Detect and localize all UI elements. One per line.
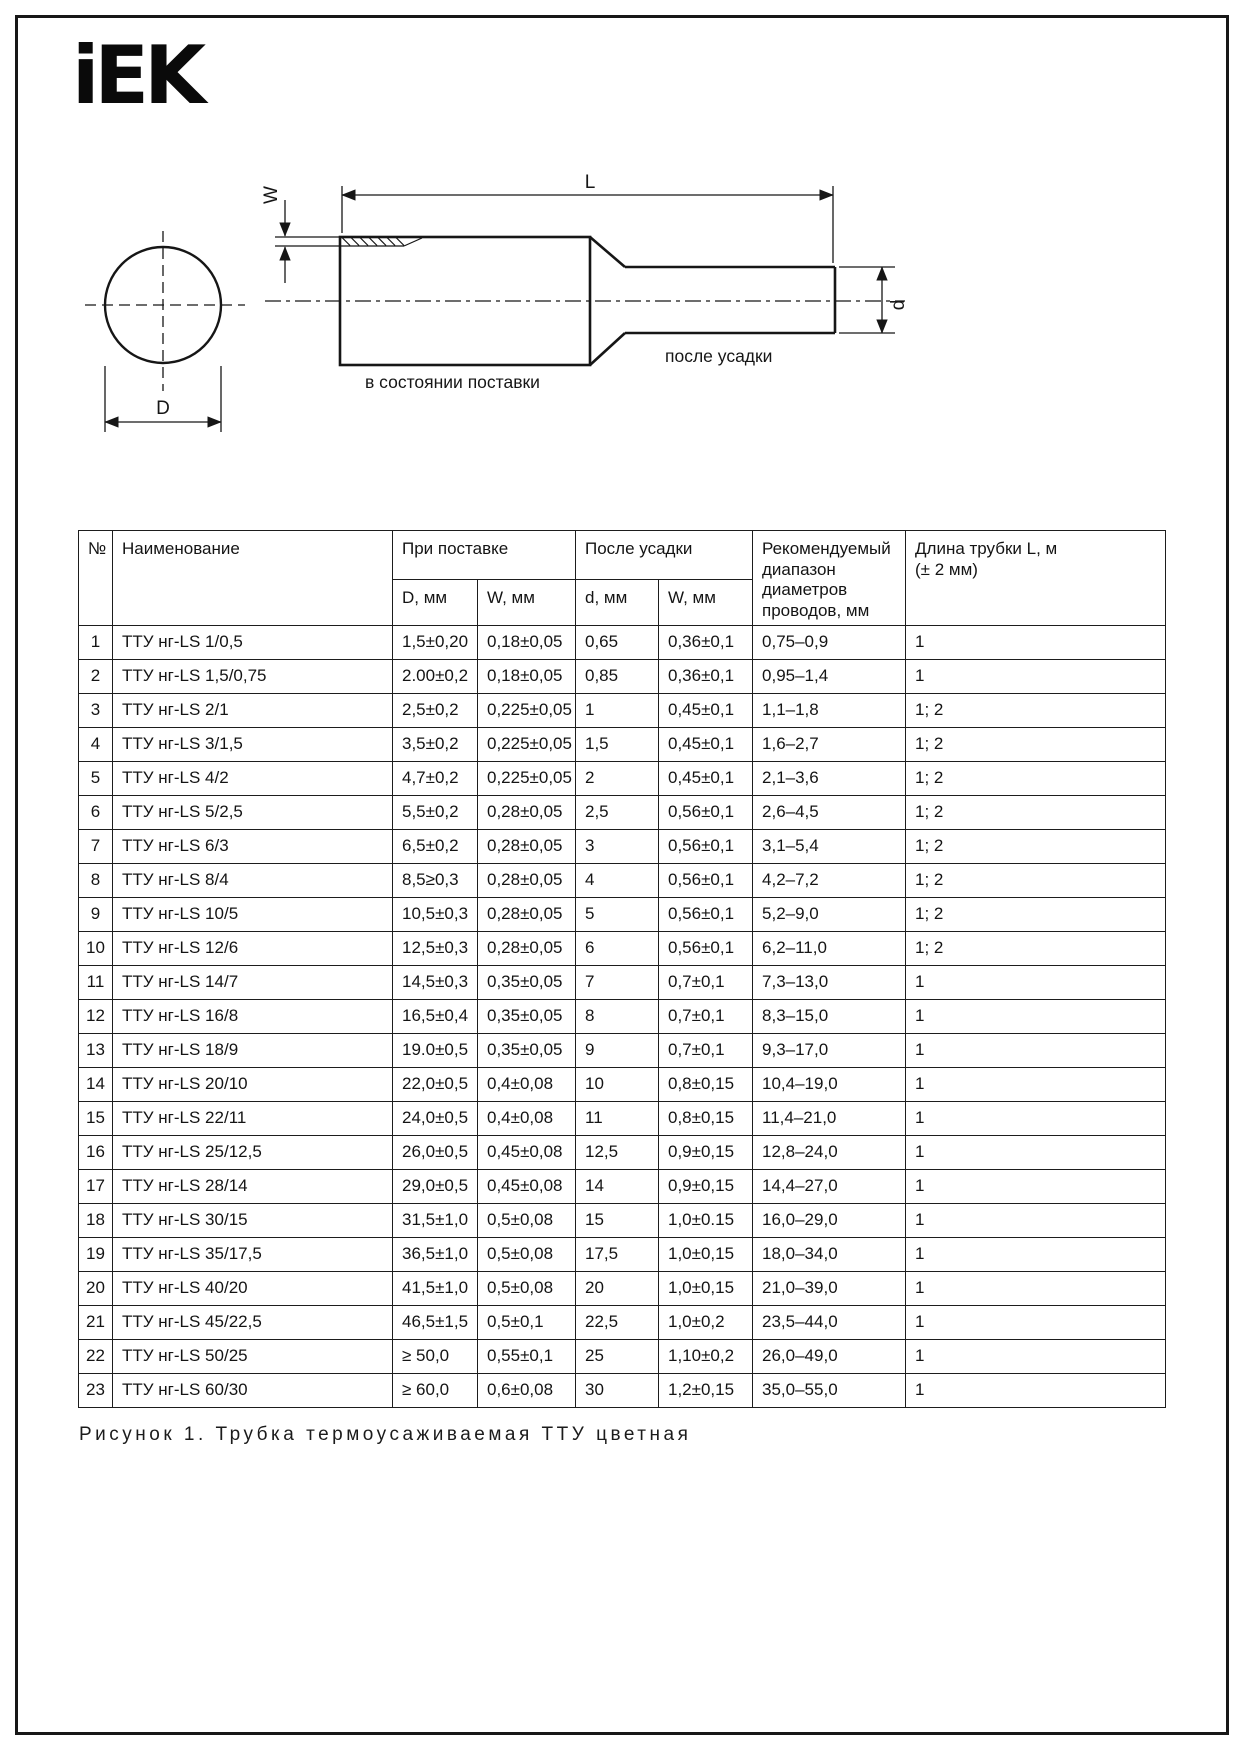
table-row (79, 727, 1166, 761)
table-cell: 1 (906, 1305, 1166, 1339)
table-cell: 0,65 (576, 625, 659, 659)
table-cell: 1,0±0,2 (659, 1305, 753, 1339)
col-header-tube-length-line2: (± 2 мм) (915, 559, 978, 579)
table-cell: 10 (576, 1067, 659, 1101)
dimension-W-label: W (261, 186, 282, 204)
iek-logo: iEK (72, 29, 202, 122)
table-cell: 1,2±0,15 (659, 1373, 753, 1407)
table-cell: 19.0±0,5 (393, 1033, 478, 1067)
table-row (79, 1305, 1166, 1339)
table-cell: 6,5±0,2 (393, 829, 478, 863)
table-row (79, 1033, 1166, 1067)
row-number-cell: 19 (79, 1237, 113, 1271)
row-number-cell: 6 (79, 795, 113, 829)
table-cell: 0,6±0,08 (478, 1373, 576, 1407)
table-cell: 0,5±0,08 (478, 1271, 576, 1305)
table-cell: 2.00±0,2 (393, 659, 478, 693)
row-number-cell: 3 (79, 693, 113, 727)
table-row (79, 659, 1166, 693)
table-cell: 0,4±0,08 (478, 1101, 576, 1135)
table-cell: 14,4–27,0 (753, 1169, 906, 1203)
table-cell: 12,8–24,0 (753, 1135, 906, 1169)
row-number-cell: 22 (79, 1339, 113, 1373)
table-cell: 10,5±0,3 (393, 897, 478, 931)
table-cell: 4,7±0,2 (393, 761, 478, 795)
table-cell: ТТУ нг-LS 5/2,5 (113, 795, 393, 829)
table-cell: 0,45±0,08 (478, 1169, 576, 1203)
table-cell: 1,10±0,2 (659, 1339, 753, 1373)
table-cell: 10,4–19,0 (753, 1067, 906, 1101)
table-cell: ≥ 60,0 (393, 1373, 478, 1407)
table-cell: 1 (906, 625, 1166, 659)
table-cell: 0,7±0,1 (659, 999, 753, 1033)
table-cell: 4,2–7,2 (753, 863, 906, 897)
table-cell: ТТУ нг-LS 1/0,5 (113, 625, 393, 659)
col-group-delivery: При поставке (393, 531, 576, 580)
table-cell: 35,0–55,0 (753, 1373, 906, 1407)
table-cell: 2,5±0,2 (393, 693, 478, 727)
table-row (79, 1135, 1166, 1169)
row-number-cell: 14 (79, 1067, 113, 1101)
figure-caption: Рисунок 1. Трубка термоусаживаемая ТТУ цветная (79, 1424, 692, 1445)
table-cell: ТТУ нг-LS 2/1 (113, 693, 393, 727)
table-cell: 5,2–9,0 (753, 897, 906, 931)
table-cell: 1 (906, 1339, 1166, 1373)
table-cell: 22,5 (576, 1305, 659, 1339)
row-number-cell: 11 (79, 965, 113, 999)
table-cell: 0,56±0,1 (659, 795, 753, 829)
col-header-tube-length-line1: Длина трубки L, м (915, 539, 1058, 558)
label-after-shrink: после усадки (665, 346, 773, 366)
table-cell: 8,3–15,0 (753, 999, 906, 1033)
table-cell: 1 (906, 1135, 1166, 1169)
table-cell: 1; 2 (906, 693, 1166, 727)
col-header-d-mm: d, мм (576, 579, 659, 625)
table-cell: ТТУ нг-LS 40/20 (113, 1271, 393, 1305)
table-cell: 0,36±0,1 (659, 659, 753, 693)
table-row (79, 1169, 1166, 1203)
table-cell: 1,5±0,20 (393, 625, 478, 659)
row-number-cell: 9 (79, 897, 113, 931)
table-cell: 16,0–29,0 (753, 1203, 906, 1237)
dimension-D-label: D (156, 398, 170, 419)
row-number-cell: 4 (79, 727, 113, 761)
table-cell: 17,5 (576, 1237, 659, 1271)
table-cell: 1 (906, 1169, 1166, 1203)
row-number-cell: 12 (79, 999, 113, 1033)
table-cell: 31,5±1,0 (393, 1203, 478, 1237)
table-cell: 7 (576, 965, 659, 999)
table-cell: 22,0±0,5 (393, 1067, 478, 1101)
col-header-wire-range: Рекомендуемый диапазон диаметров проводов, мм (753, 531, 906, 626)
table-cell: ТТУ нг-LS 6/3 (113, 829, 393, 863)
table-cell: 0,5±0,1 (478, 1305, 576, 1339)
table-cell: 0,56±0,1 (659, 897, 753, 931)
row-number-cell: 23 (79, 1373, 113, 1407)
table-cell: 0,35±0,05 (478, 965, 576, 999)
table-cell: 26,0±0,5 (393, 1135, 478, 1169)
table-cell: 3,1–5,4 (753, 829, 906, 863)
table-cell: 12,5±0,3 (393, 931, 478, 965)
table-row (79, 795, 1166, 829)
table-cell: 1,6–2,7 (753, 727, 906, 761)
table-cell: 1; 2 (906, 727, 1166, 761)
table-cell: 0,225±0,05 (478, 727, 576, 761)
table-cell: 1 (906, 999, 1166, 1033)
table-cell: 9,3–17,0 (753, 1033, 906, 1067)
table-cell: ТТУ нг-LS 50/25 (113, 1339, 393, 1373)
table-cell: 16,5±0,4 (393, 999, 478, 1033)
table-cell: 1 (576, 693, 659, 727)
table-cell: 0,85 (576, 659, 659, 693)
table-cell: 0,75–0,9 (753, 625, 906, 659)
table-cell: 0,18±0,05 (478, 625, 576, 659)
table-cell: 4 (576, 863, 659, 897)
row-number-cell: 15 (79, 1101, 113, 1135)
table-cell: 1; 2 (906, 761, 1166, 795)
table-cell: 0,56±0,1 (659, 829, 753, 863)
table-cell: 3,5±0,2 (393, 727, 478, 761)
dimension-L-label: L (584, 172, 596, 193)
row-number-cell: 17 (79, 1169, 113, 1203)
table-cell: 21,0–39,0 (753, 1271, 906, 1305)
table-cell: 18,0–34,0 (753, 1237, 906, 1271)
row-number-cell: 10 (79, 931, 113, 965)
row-number-cell: 16 (79, 1135, 113, 1169)
table-cell: 0,225±0,05 (478, 693, 576, 727)
table-cell: 1; 2 (906, 829, 1166, 863)
table-cell: 0,95–1,4 (753, 659, 906, 693)
table-cell: 36,5±1,0 (393, 1237, 478, 1271)
table-cell: 1 (906, 659, 1166, 693)
table-cell: 14,5±0,3 (393, 965, 478, 999)
table-cell: 1 (906, 1101, 1166, 1135)
table-cell: 14 (576, 1169, 659, 1203)
table-cell: 6 (576, 931, 659, 965)
table-cell: 2,5 (576, 795, 659, 829)
table-cell: 0,45±0,08 (478, 1135, 576, 1169)
spec-table-head (79, 531, 1166, 626)
table-cell: 2,1–3,6 (753, 761, 906, 795)
row-number-cell: 21 (79, 1305, 113, 1339)
table-cell: 1,0±0,15 (659, 1271, 753, 1305)
table-cell: ТТУ нг-LS 28/14 (113, 1169, 393, 1203)
table-row (79, 625, 1166, 659)
col-header-D-mm: D, мм (393, 579, 478, 625)
row-number-cell: 8 (79, 863, 113, 897)
table-cell: 0,5±0,08 (478, 1237, 576, 1271)
col-header-W-mm-after: W, мм (659, 579, 753, 625)
table-cell: 0,28±0,05 (478, 829, 576, 863)
table-cell: 0,18±0,05 (478, 659, 576, 693)
row-number-cell: 2 (79, 659, 113, 693)
row-number-cell: 7 (79, 829, 113, 863)
table-cell: 0,55±0,1 (478, 1339, 576, 1373)
table-cell: 6,2–11,0 (753, 931, 906, 965)
table-cell: 0,35±0,05 (478, 999, 576, 1033)
table-cell: ТТУ нг-LS 25/12,5 (113, 1135, 393, 1169)
table-cell: 2,6–4,5 (753, 795, 906, 829)
table-cell: ТТУ нг-LS 10/5 (113, 897, 393, 931)
table-cell: 25 (576, 1339, 659, 1373)
table-cell: 0,28±0,05 (478, 795, 576, 829)
table-cell: ТТУ нг-LS 3/1,5 (113, 727, 393, 761)
table-cell: ТТУ нг-LS 30/15 (113, 1203, 393, 1237)
table-cell: 0,35±0,05 (478, 1033, 576, 1067)
table-cell: 29,0±0,5 (393, 1169, 478, 1203)
row-number-cell: 20 (79, 1271, 113, 1305)
table-cell: 46,5±1,5 (393, 1305, 478, 1339)
table-cell: 0,45±0,1 (659, 693, 753, 727)
table-cell: ТТУ нг-LS 60/30 (113, 1373, 393, 1407)
table-cell: ≥ 50,0 (393, 1339, 478, 1373)
col-group-after-shrink: После усадки (576, 531, 753, 580)
table-cell: 0,5±0,08 (478, 1203, 576, 1237)
table-cell: ТТУ нг-LS 12/6 (113, 931, 393, 965)
table-cell: 8 (576, 999, 659, 1033)
table-cell: 0,56±0,1 (659, 863, 753, 897)
col-header-tube-length (906, 531, 1166, 626)
table-cell: 0,8±0,15 (659, 1067, 753, 1101)
dimension-W (275, 200, 340, 283)
row-number-cell: 5 (79, 761, 113, 795)
table-row (79, 1339, 1166, 1373)
dimension-d (839, 267, 895, 333)
table-cell: 1 (906, 1373, 1166, 1407)
table-cell: 0,28±0,05 (478, 863, 576, 897)
table-cell: 0,36±0,1 (659, 625, 753, 659)
col-header-W-mm-delivery: W, мм (478, 579, 576, 625)
table-cell: 0,45±0,1 (659, 727, 753, 761)
spec-table-body (79, 625, 1166, 1407)
table-cell: 26,0–49,0 (753, 1339, 906, 1373)
label-as-supplied: в состоянии поставки (365, 372, 540, 392)
col-header-num: № (79, 531, 113, 626)
table-row (79, 999, 1166, 1033)
table-row (79, 1237, 1166, 1271)
table-cell: ТТУ нг-LS 8/4 (113, 863, 393, 897)
table-cell: 23,5–44,0 (753, 1305, 906, 1339)
table-cell: 30 (576, 1373, 659, 1407)
table-cell: 0,4±0,08 (478, 1067, 576, 1101)
table-cell: 0,28±0,05 (478, 897, 576, 931)
table-cell: 1,0±0.15 (659, 1203, 753, 1237)
table-cell: 0,45±0,1 (659, 761, 753, 795)
table-cell: ТТУ нг-LS 20/10 (113, 1067, 393, 1101)
table-cell: ТТУ нг-LS 14/7 (113, 965, 393, 999)
table-cell: ТТУ нг-LS 35/17,5 (113, 1237, 393, 1271)
table-cell: ТТУ нг-LS 45/22,5 (113, 1305, 393, 1339)
dimension-d-label: d (888, 299, 909, 311)
table-cell: 1; 2 (906, 863, 1166, 897)
table-cell: ТТУ нг-LS 22/11 (113, 1101, 393, 1135)
table-cell: 0,8±0,15 (659, 1101, 753, 1135)
table-cell: 0,28±0,05 (478, 931, 576, 965)
spec-table (78, 530, 1166, 1408)
table-cell: ТТУ нг-LS 18/9 (113, 1033, 393, 1067)
table-cell: 1; 2 (906, 897, 1166, 931)
table-cell: 41,5±1,0 (393, 1271, 478, 1305)
table-cell: 5 (576, 897, 659, 931)
table-cell: 11 (576, 1101, 659, 1135)
table-cell: 1 (906, 1067, 1166, 1101)
table-cell: 3 (576, 829, 659, 863)
row-number-cell: 18 (79, 1203, 113, 1237)
table-cell: 11,4–21,0 (753, 1101, 906, 1135)
table-cell: 1; 2 (906, 931, 1166, 965)
table-cell: 24,0±0,5 (393, 1101, 478, 1135)
col-header-name: Наименование (113, 531, 393, 626)
table-row (79, 693, 1166, 727)
table-cell: 0,225±0,05 (478, 761, 576, 795)
table-cell: 0,7±0,1 (659, 965, 753, 999)
table-row (79, 761, 1166, 795)
table-cell: 1,5 (576, 727, 659, 761)
table-cell: 8,5≥0,3 (393, 863, 478, 897)
wall-hatch (340, 238, 422, 247)
tube-side-view (265, 237, 905, 365)
table-row (79, 965, 1166, 999)
table-cell: 1,1–1,8 (753, 693, 906, 727)
table-cell: 1 (906, 1203, 1166, 1237)
table-row (79, 897, 1166, 931)
table-cell: 0,9±0,15 (659, 1135, 753, 1169)
table-cell: ТТУ нг-LS 1,5/0,75 (113, 659, 393, 693)
table-cell: 1 (906, 1033, 1166, 1067)
table-cell: 0,7±0,1 (659, 1033, 753, 1067)
table-cell: 2 (576, 761, 659, 795)
table-cell: 1,0±0,15 (659, 1237, 753, 1271)
table-cell: 9 (576, 1033, 659, 1067)
table-cell: 0,9±0,15 (659, 1169, 753, 1203)
table-cell: ТТУ нг-LS 4/2 (113, 761, 393, 795)
table-row (79, 863, 1166, 897)
table-row (79, 1101, 1166, 1135)
table-row (79, 1271, 1166, 1305)
table-cell: 15 (576, 1203, 659, 1237)
table-cell: 12,5 (576, 1135, 659, 1169)
table-cell: 7,3–13,0 (753, 965, 906, 999)
table-cell: 0,56±0,1 (659, 931, 753, 965)
table-row (79, 931, 1166, 965)
table-row (79, 1067, 1166, 1101)
table-cell: 1 (906, 1271, 1166, 1305)
table-cell: 1; 2 (906, 795, 1166, 829)
table-cell: 5,5±0,2 (393, 795, 478, 829)
row-number-cell: 13 (79, 1033, 113, 1067)
table-row (79, 1373, 1166, 1407)
technical-drawing (70, 148, 920, 448)
table-cell: ТТУ нг-LS 16/8 (113, 999, 393, 1033)
dimension-L (342, 186, 833, 263)
table-cell: 20 (576, 1271, 659, 1305)
table-row (79, 1203, 1166, 1237)
row-number-cell: 1 (79, 625, 113, 659)
table-row (79, 829, 1166, 863)
table-cell: 1 (906, 1237, 1166, 1271)
table-cell: 1 (906, 965, 1166, 999)
